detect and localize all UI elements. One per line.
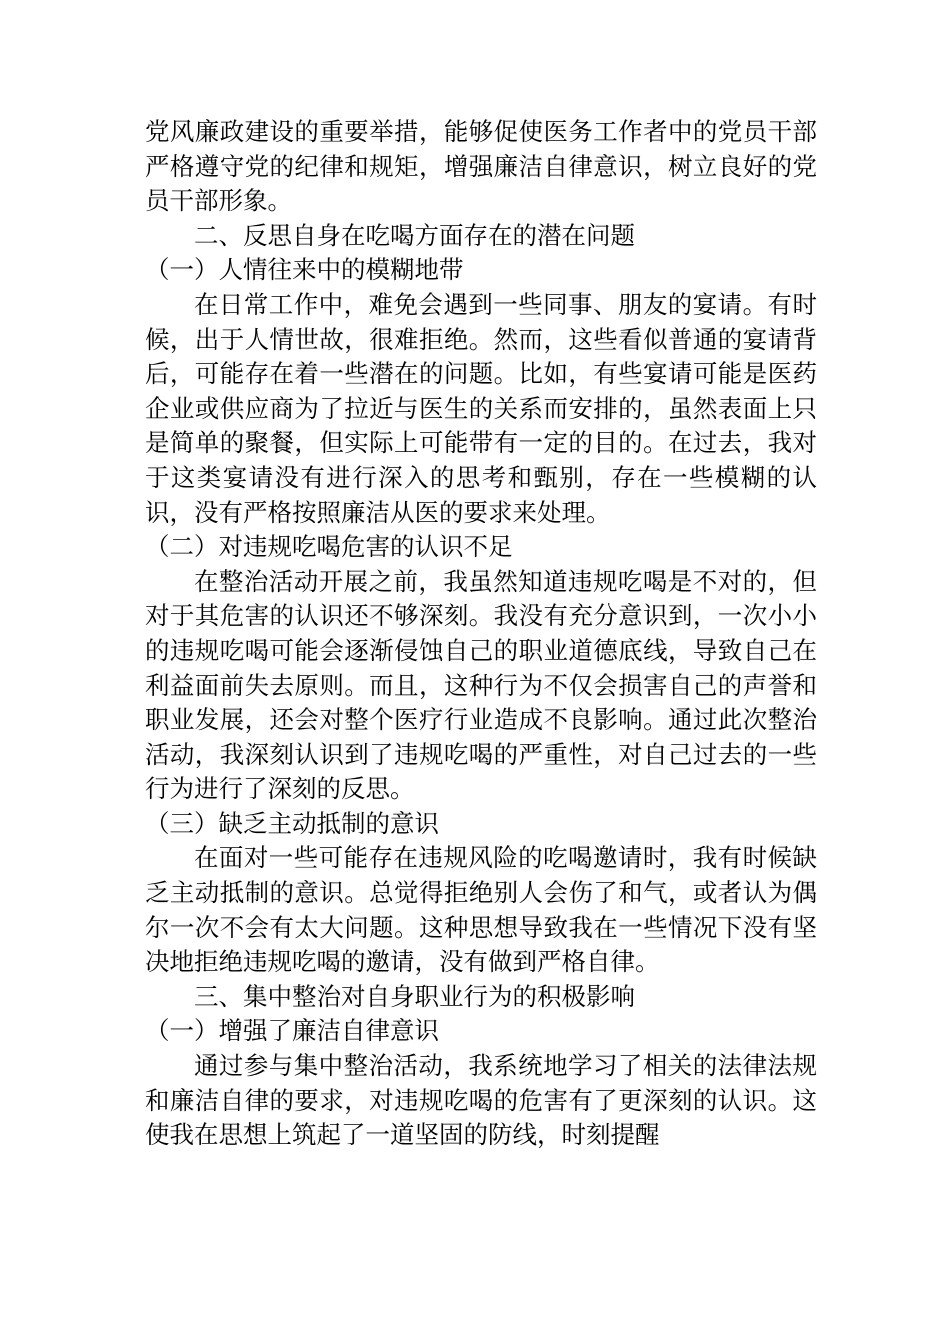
document-body bbox=[145, 115, 817, 1153]
subsection-heading-3-1: （一）增强了廉洁自律意识 bbox=[145, 1016, 439, 1046]
section-heading-2: 二、反思自身在吃喝方面存在的潜在问题 bbox=[194, 220, 635, 250]
subsection-heading-2-3: （三）缺乏主动抵制的意识 bbox=[145, 808, 439, 838]
section-heading-3: 三、集中整治对自身职业行为的积极影响 bbox=[194, 981, 635, 1011]
subsection-heading-2-2: （二）对违规吃喝危害的认识不足 bbox=[145, 532, 513, 562]
paragraph-3-1: 通过参与集中整治活动，我系统地学习了相关的法律法规和廉洁自律的要求，对违规吃喝的危害有了更深刻的认识。这使我在思想上筑起了一道坚固的防线，时刻提醒 bbox=[145, 1051, 817, 1150]
subsection-heading-2-1: （一）人情往来中的模糊地带 bbox=[145, 255, 464, 285]
paragraph-2-2: 在整治活动开展之前，我虽然知道违规吃喝是不对的，但对于其危害的认识还不够深刻。我没有充分意识到，一次小小的违规吃喝可能会逐渐侵蚀自己的职业道德底线，导致自己在利益面前失去原则。而且，这种行为不仅会损害自己的声誉和职业发展，还会对整个医疗行业造成不良影响。通过此次整治活动，我深刻认识到了违规吃喝的严重性，对自己过去的一些行为进行了深刻的反思。 bbox=[145, 566, 817, 804]
paragraph-2-3: 在面对一些可能存在违规风险的吃喝邀请时，我有时候缺乏主动抵制的意识。总觉得拒绝别人会伤了和气，或者认为偶尔一次不会有太大问题。这种思想导致我在一些情况下没有坚决地拒绝违规吃喝的邀请，没有做到严格自律。 bbox=[145, 843, 817, 977]
paragraph-2-1: 在日常工作中，难免会遇到一些同事、朋友的宴请。有时候，出于人情世故，很难拒绝。然而，这些看似普通的宴请背后，可能存在着一些潜在的问题。比如，有些宴请可能是医药企业或供应商为了拉近与医生的关系而安排的，虽然表面上只是简单的聚餐，但实际上可能带有一定的目的。在过去，我对于这类宴请没有进行深入的思考和甄别，存在一些模糊的认识，没有严格按照廉洁从医的要求来处理。 bbox=[145, 289, 817, 527]
paragraph-intro-continued: 党风廉政建设的重要举措，能够促使医务工作者中的党员干部严格遵守党的纪律和规矩，增强廉洁自律意识，树立良好的党员干部形象。 bbox=[145, 117, 817, 216]
